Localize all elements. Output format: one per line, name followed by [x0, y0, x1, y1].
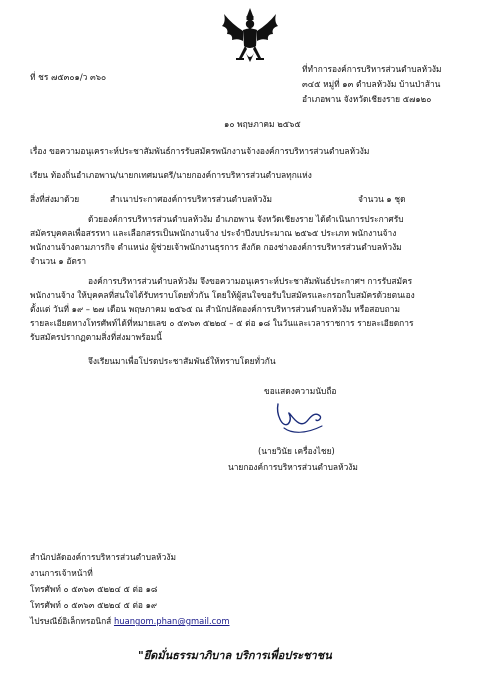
paragraph-2-line: รับสมัครปรากฏตามสิ่งที่ส่งมาพร้อมนี้	[30, 332, 162, 342]
garuda-emblem-icon	[220, 6, 280, 68]
footer-slogan: "ยึดมั่นธรรมาภิบาล บริการเพื่อประชาชน	[138, 649, 332, 662]
sender-address-line-2: ๓๔๕ หมู่ที่ ๑๓ ตำบลห้วงัม บ้านป่าส้าน	[302, 79, 441, 89]
paragraph-2-line: องค์การบริหารส่วนตำบลห้วงัม จึงขอความอนุเคราะห์ประชาสัมพันธ์ประกาศฯ การรับสมัคร	[88, 276, 413, 286]
regards: ขอแสดงความนับถือ	[264, 386, 337, 396]
signer-name: (นายวินัย เครื่องไชย)	[258, 446, 335, 456]
letter-subject: เรื่อง ขอความอนุเคราะห์ประชาสัมพันธ์การรับสมัครพนักงานจ้างองค์การบริหารส่วนตำบลห้วงัม	[30, 146, 370, 156]
paragraph-2-line: รายละเอียดทางโทรศัพท์ได้ที่หมายเลข ๐ ๕๓๖๓ ๕๒๒๔ – ๕ ต่อ ๑๘ ในวันและเวลาราชการ รายละเอียดการ	[30, 318, 414, 328]
paragraph-1-line: ด้วยองค์การบริหารส่วนตำบลห้วงัม อำเภอพาน จังหวัดเชียงราย ได้ดำเนินการประกาศรับ	[88, 214, 404, 224]
signer-title: นายกองค์การบริหารส่วนตำบลห้วงัม	[228, 462, 358, 472]
footer-email-link[interactable]: huangom.phan@gmail.com	[113, 616, 230, 626]
footer-email-label: ไปรษณีย์อิเล็กทรอนิกส์	[30, 616, 112, 626]
sender-address-line-1: ที่ทำการองค์การบริหารส่วนตำบลห้วงัม	[302, 64, 442, 74]
paragraph-2-line: พนักงานจ้าง ให้บุคคลที่สนใจได้รับทราบโดยทั่วกัน โดยให้ผู้สนใจขอรับใบสมัครและกรอกใบสมัครด้วยตนเอง	[30, 290, 415, 300]
enclosure-quantity: จำนวน ๑ ชุด	[358, 194, 406, 204]
letter-date: ๑๐ พฤษภาคม ๒๕๖๕	[224, 119, 301, 129]
footer-office: สำนักปลัดองค์การบริหารส่วนตำบลห้วงัม	[30, 552, 176, 562]
enclosure-item: สำเนาประกาศองค์การบริหารส่วนตำบลห้วงัม	[110, 194, 272, 204]
enclosure-label: สิ่งที่ส่งมาด้วย	[30, 194, 80, 204]
paragraph-1-line: พนักงานจ้างตามภารกิจ ตำแหน่ง ผู้ช่วยเจ้าพนักงานธุรการ สังกัด กองช่างองค์การบริหารส่วนตำบลห้วงัม	[30, 242, 402, 252]
footer-phone-1: โทรศัพท์ ๐ ๕๓๖๓ ๕๒๒๔ ๕ ต่อ ๑๘	[30, 584, 158, 594]
paragraph-2-line: ตั้งแต่ วันที่ ๑๙ – ๒๗ เดือน พฤษภาคม ๒๕๖๕ ณ สำนักปลัดองค์การบริหารส่วนตำบลห้วงัม หรือสอบถาม	[30, 304, 400, 314]
paragraph-1-line: สมัครบุคคลเพื่อสรรหา และเลือกสรรเป็นพนักงานจ้าง ประจำปีงบประมาณ ๒๕๖๕ ประเภท พนักงานจ้าง	[30, 228, 397, 238]
paragraph-1-line: จำนวน ๑ อัตรา	[30, 256, 87, 266]
footer-unit: งานการเจ้าหน้าที่	[30, 568, 93, 578]
letter-recipient: เรียน ท้องถิ่นอำเภอพาน/นายกเทศมนตรี/นายกองค์การบริหารส่วนตำบลทุกแห่ง	[30, 170, 312, 180]
handwritten-signature	[272, 398, 336, 438]
reference-number: ที่ ชร ๗๕๓๐๑/ว ๓๖๐	[30, 72, 107, 82]
footer-email-row	[30, 616, 230, 627]
sender-address-line-3: อำเภอพาน จังหวัดเชียงราย ๕๗๑๒๐	[302, 94, 432, 104]
footer-phone-2: โทรศัพท์ ๐ ๕๓๖๓ ๕๒๒๔ ๕ ต่อ ๑๙	[30, 600, 158, 610]
closing-line: จึงเรียนมาเพื่อโปรดประชาสัมพันธ์ให้ทราบโดยทั่วกัน	[88, 356, 276, 366]
